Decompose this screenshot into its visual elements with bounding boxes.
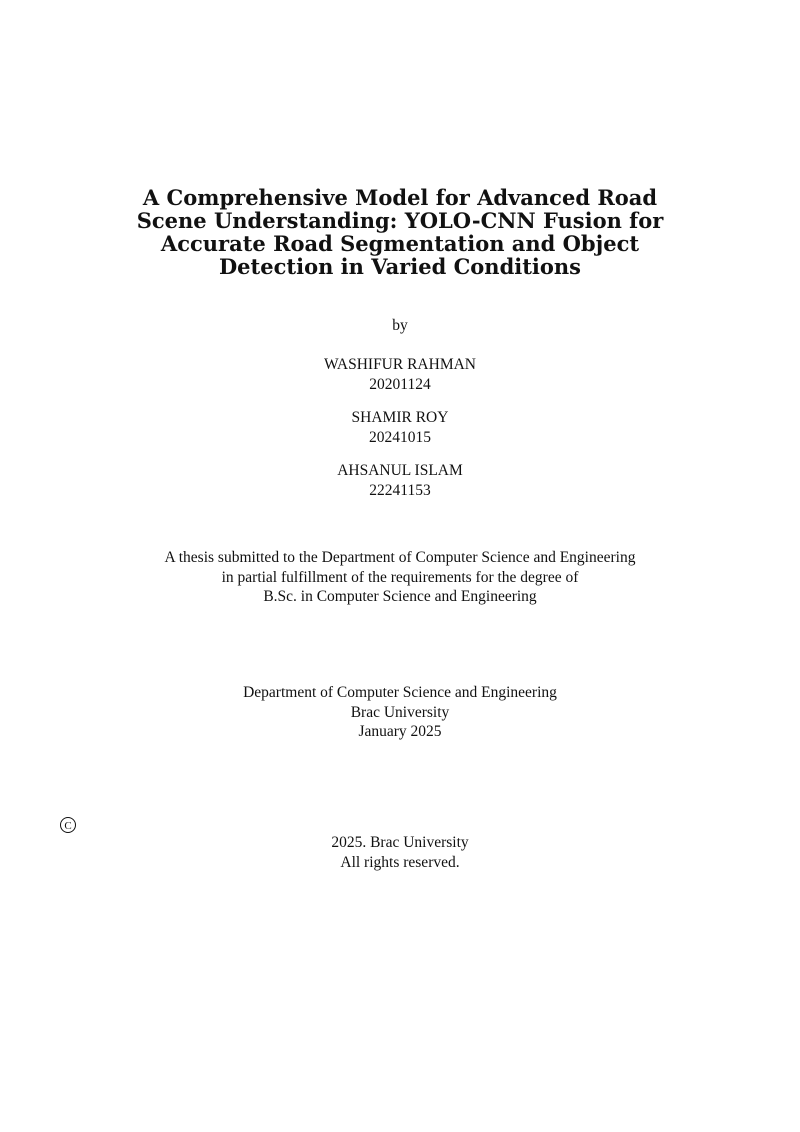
title-line-1: A Comprehensive Model for Advanced Road [142, 185, 658, 210]
rights-reserved: All rights reserved. [340, 853, 460, 871]
author-list [60, 355, 740, 500]
thesis-title [100, 186, 700, 278]
author-id: 20241015 [369, 428, 431, 446]
statement-line-1: A thesis submitted to the Department of Computer Science and Engineering [164, 549, 636, 566]
statement-line-3: B.Sc. in Computer Science and Engineering [263, 588, 537, 605]
thesis-statement [60, 548, 740, 607]
author-2 [60, 408, 740, 447]
author-3 [60, 461, 740, 500]
author-name: SHAMIR ROY [351, 409, 449, 426]
university-name: Brac University [350, 703, 450, 721]
copyright-block [60, 817, 740, 872]
author-name: WASHIFUR RAHMAN [323, 356, 476, 373]
department-name: Department of Computer Science and Engineering [243, 684, 557, 701]
submission-date: January 2025 [358, 723, 442, 740]
copyright-icon: C [60, 817, 76, 833]
by-label: by [392, 317, 408, 334]
author-id: 20201124 [369, 375, 431, 393]
title-line-4: Detection in Varied Conditions [218, 254, 582, 279]
title-line-3: Accurate Road Segmentation and Object [160, 231, 640, 256]
institution-block [60, 683, 740, 742]
copyright-line [60, 817, 740, 853]
author-1 [60, 355, 740, 394]
author-name: AHSANUL ISLAM [337, 462, 463, 479]
copyright-notice: 2025. Brac University [331, 834, 469, 851]
author-id: 22241153 [369, 481, 431, 499]
statement-line-2: in partial fulfillment of the requirements for the degree of [221, 568, 579, 586]
title-line-2: Scene Understanding: YOLO-CNN Fusion for [136, 208, 664, 233]
